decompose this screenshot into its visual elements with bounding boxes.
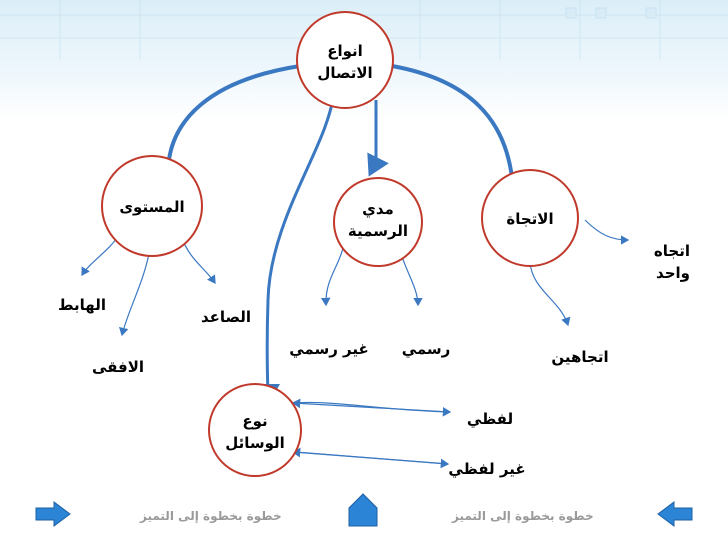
leaf-formal: رسمي [401, 340, 451, 358]
node-means-label: نوع الوسائل [225, 412, 285, 452]
node-formality-label: مدي الرسمية [347, 200, 409, 240]
connector-direction-one-way [585, 220, 628, 240]
node-direction-label: الاتجاة [506, 210, 554, 228]
leaf-verbal: لفظي [466, 410, 514, 428]
leaf-up: الصاعد [200, 308, 252, 326]
footer-text-right: خطوة بخطوة إلى التميز [452, 509, 594, 523]
connector-verbal-back [293, 403, 450, 412]
leaf-two-way: اتجاهين [551, 348, 609, 366]
connector-level-horizontal [122, 248, 150, 335]
leaf-nonverbal: غير لفظي [448, 460, 526, 478]
connector-root-direction [392, 66, 512, 178]
connector-formality-informal [326, 248, 343, 305]
leaf-down: الهابط [57, 296, 106, 314]
connector-level-down [82, 236, 118, 275]
connector-level-up [182, 238, 215, 283]
leaf-horizontal: الافقى [91, 358, 145, 376]
home-icon[interactable] [346, 492, 380, 528]
node-root-label: انواع الاتصال [317, 42, 373, 82]
arrow-left-icon[interactable] [656, 500, 694, 528]
connector-nonverbal-back [293, 452, 448, 464]
connector-root-level [168, 66, 300, 170]
node-level-label: المستوى [119, 198, 185, 216]
leaf-one-way: اتجاه واحد [653, 242, 690, 282]
arrow-right-icon[interactable] [34, 500, 72, 528]
connector-root-formality [370, 100, 376, 174]
leaf-informal: غير رسمي [289, 340, 369, 358]
footer-text-left: خطوة بخطوة إلى التميز [140, 509, 282, 523]
connector-direction-two-way [530, 262, 568, 325]
